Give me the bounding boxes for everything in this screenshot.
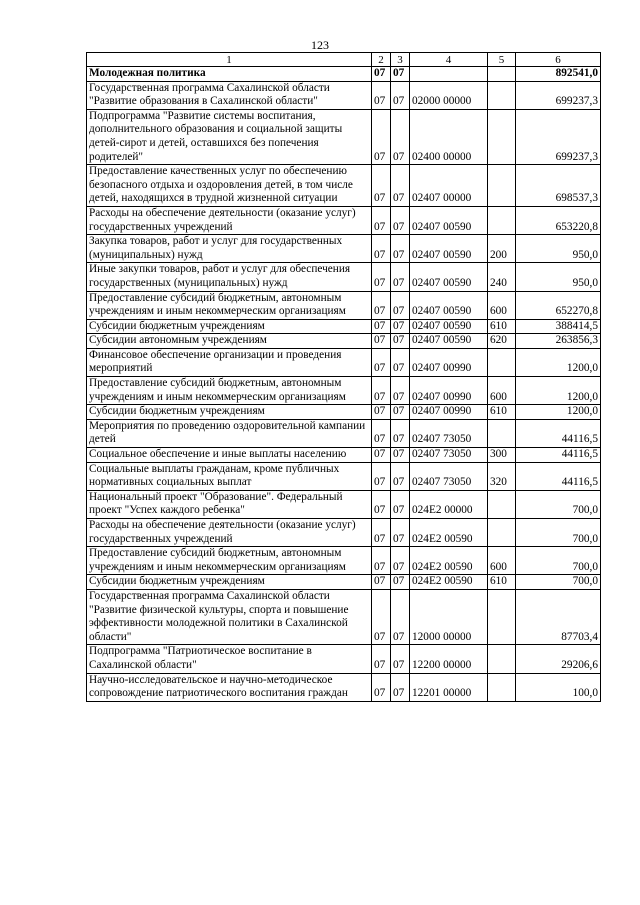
row-target-article: 02407 00590 (410, 263, 488, 291)
header-row (87, 53, 601, 67)
row-section: 07 (372, 645, 391, 673)
row-amount: 652270,8 (516, 291, 601, 319)
row-name: Расходы на обеспечение деятельности (оказание услуг) государственных учреждений (87, 519, 372, 547)
row-subsection: 07 (391, 419, 410, 447)
row-target-article: 024E2 00590 (410, 519, 488, 547)
row-name: Мероприятия по проведению оздоровительной кампании детей (87, 419, 372, 447)
row-subsection: 07 (391, 405, 410, 420)
budget-table (86, 52, 601, 702)
table-row (87, 334, 601, 349)
row-subsection: 07 (391, 81, 410, 109)
table-row (87, 263, 601, 291)
table-row (87, 291, 601, 319)
row-section: 07 (372, 109, 391, 164)
row-subsection: 07 (391, 645, 410, 673)
table-row (87, 319, 601, 334)
table-row (87, 673, 601, 701)
header-target-article: 4 (410, 53, 488, 67)
row-target-article: 02000 00000 (410, 81, 488, 109)
row-name: Субсидии бюджетным учреждениям (87, 405, 372, 420)
row-amount: 699237,3 (516, 109, 601, 164)
row-expense-type: 300 (488, 448, 516, 463)
row-target-article: 12201 00000 (410, 673, 488, 701)
row-name: Субсидии автономным учреждениям (87, 334, 372, 349)
row-subsection: 07 (391, 109, 410, 164)
row-expense-type (488, 67, 516, 82)
header-name: 1 (87, 53, 372, 67)
table-row (87, 377, 601, 405)
row-amount: 44116,5 (516, 462, 601, 490)
row-amount: 44116,5 (516, 448, 601, 463)
row-section: 07 (372, 673, 391, 701)
table-row (87, 448, 601, 463)
row-target-article: 024E2 00590 (410, 575, 488, 590)
page-number: 123 (311, 38, 329, 52)
table-row (87, 348, 601, 376)
row-subsection: 07 (391, 547, 410, 575)
row-section: 07 (372, 206, 391, 234)
row-name: Национальный проект "Образование". Федеральный проект "Успех каждого ребенка" (87, 490, 372, 518)
row-expense-type: 620 (488, 334, 516, 349)
row-section: 07 (372, 405, 391, 420)
row-name: Иные закупки товаров, работ и услуг для обеспечения государственных (муниципальных) нужд (87, 263, 372, 291)
row-name: Государственная программа Сахалинской области "Развитие физической культуры, спорта и повышение эффективности молодежной политики в Сахалинской области" (87, 589, 372, 644)
row-section: 07 (372, 519, 391, 547)
row-expense-type: 610 (488, 405, 516, 420)
row-amount: 87703,4 (516, 589, 601, 644)
row-target-article: 02407 00590 (410, 319, 488, 334)
row-section: 07 (372, 547, 391, 575)
row-target-article: 02407 00000 (410, 165, 488, 207)
row-expense-type (488, 81, 516, 109)
table-body (87, 67, 601, 702)
row-subsection: 07 (391, 67, 410, 82)
row-amount: 100,0 (516, 673, 601, 701)
table-row (87, 67, 601, 82)
row-subsection: 07 (391, 448, 410, 463)
header-subsection: 3 (391, 53, 410, 67)
table-row (87, 109, 601, 164)
table-row (87, 519, 601, 547)
row-target-article: 024E2 00590 (410, 547, 488, 575)
table-row (87, 547, 601, 575)
row-amount: 892541,0 (516, 67, 601, 82)
row-target-article: 02407 00590 (410, 334, 488, 349)
table-row (87, 235, 601, 263)
row-amount: 699237,3 (516, 81, 601, 109)
row-target-article (410, 67, 488, 82)
row-target-article: 02407 00990 (410, 377, 488, 405)
row-name: Предоставление качественных услуг по обеспечению безопасного отдыха и оздоровления детей, в том числе детей, находящихся в трудной жизненной ситуации (87, 165, 372, 207)
row-subsection: 07 (391, 319, 410, 334)
row-expense-type: 320 (488, 462, 516, 490)
row-name: Государственная программа Сахалинской области "Развитие образования в Сахалинской области" (87, 81, 372, 109)
row-expense-type (488, 490, 516, 518)
row-expense-type (488, 645, 516, 673)
table-row (87, 490, 601, 518)
row-section: 07 (372, 419, 391, 447)
row-name: Подпрограмма "Патриотическое воспитание в Сахалинской области" (87, 645, 372, 673)
row-section: 07 (372, 81, 391, 109)
table-row (87, 575, 601, 590)
row-amount: 700,0 (516, 519, 601, 547)
row-amount: 700,0 (516, 490, 601, 518)
table-row (87, 645, 601, 673)
row-name: Молодежная политика (87, 67, 372, 82)
row-name: Подпрограмма "Развитие системы воспитания, дополнительного образования и социальной защиты детей-сирот и детей, оставшихся без попечения родителей" (87, 109, 372, 164)
row-name: Субсидии бюджетным учреждениям (87, 319, 372, 334)
row-expense-type: 200 (488, 235, 516, 263)
row-subsection: 07 (391, 206, 410, 234)
row-expense-type (488, 589, 516, 644)
row-name: Финансовое обеспечение организации и проведения мероприятий (87, 348, 372, 376)
row-expense-type: 610 (488, 319, 516, 334)
header-amount: 6 (516, 53, 601, 67)
table-row (87, 206, 601, 234)
row-subsection: 07 (391, 589, 410, 644)
row-expense-type (488, 673, 516, 701)
row-amount: 700,0 (516, 575, 601, 590)
row-amount: 388414,5 (516, 319, 601, 334)
row-name: Расходы на обеспечение деятельности (оказание услуг) государственных учреждений (87, 206, 372, 234)
row-amount: 950,0 (516, 235, 601, 263)
table-row (87, 419, 601, 447)
row-expense-type: 600 (488, 547, 516, 575)
row-subsection: 07 (391, 263, 410, 291)
row-amount: 653220,8 (516, 206, 601, 234)
row-target-article: 024E2 00000 (410, 490, 488, 518)
row-name: Предоставление субсидий бюджетным, автономным учреждениям и иным некоммерческим организациям (87, 291, 372, 319)
table-row (87, 589, 601, 644)
row-section: 07 (372, 462, 391, 490)
row-name: Субсидии бюджетным учреждениям (87, 575, 372, 590)
row-section: 07 (372, 319, 391, 334)
row-target-article: 02407 73050 (410, 462, 488, 490)
row-section: 07 (372, 67, 391, 82)
row-section: 07 (372, 575, 391, 590)
row-subsection: 07 (391, 575, 410, 590)
row-section: 07 (372, 165, 391, 207)
row-section: 07 (372, 348, 391, 376)
row-section: 07 (372, 263, 391, 291)
row-amount: 698537,3 (516, 165, 601, 207)
row-name: Закупка товаров, работ и услуг для государственных (муниципальных) нужд (87, 235, 372, 263)
row-subsection: 07 (391, 519, 410, 547)
row-expense-type: 240 (488, 263, 516, 291)
row-subsection: 07 (391, 348, 410, 376)
row-subsection: 07 (391, 462, 410, 490)
row-subsection: 07 (391, 165, 410, 207)
header-expense-type: 5 (488, 53, 516, 67)
row-expense-type (488, 519, 516, 547)
row-target-article: 02407 00990 (410, 348, 488, 376)
row-expense-type (488, 348, 516, 376)
row-target-article: 02407 73050 (410, 419, 488, 447)
row-name: Предоставление субсидий бюджетным, автономным учреждениям и иным некоммерческим организациям (87, 377, 372, 405)
row-amount: 700,0 (516, 547, 601, 575)
row-section: 07 (372, 377, 391, 405)
row-amount: 1200,0 (516, 377, 601, 405)
row-name: Социальное обеспечение и иные выплаты населению (87, 448, 372, 463)
row-target-article: 02407 73050 (410, 448, 488, 463)
row-target-article: 12200 00000 (410, 645, 488, 673)
row-expense-type (488, 109, 516, 164)
row-target-article: 02400 00000 (410, 109, 488, 164)
row-subsection: 07 (391, 377, 410, 405)
row-expense-type: 610 (488, 575, 516, 590)
row-amount: 1200,0 (516, 348, 601, 376)
row-section: 07 (372, 490, 391, 518)
row-section: 07 (372, 589, 391, 644)
row-subsection: 07 (391, 235, 410, 263)
row-amount: 44116,5 (516, 419, 601, 447)
row-expense-type: 600 (488, 377, 516, 405)
row-target-article: 02407 00990 (410, 405, 488, 420)
row-section: 07 (372, 235, 391, 263)
row-amount: 950,0 (516, 263, 601, 291)
row-section: 07 (372, 448, 391, 463)
row-name: Социальные выплаты гражданам, кроме публичных нормативных социальных выплат (87, 462, 372, 490)
row-expense-type: 600 (488, 291, 516, 319)
row-name: Предоставление субсидий бюджетным, автономным учреждениям и иным некоммерческим организациям (87, 547, 372, 575)
row-subsection: 07 (391, 673, 410, 701)
row-subsection: 07 (391, 334, 410, 349)
table-row (87, 462, 601, 490)
row-expense-type (488, 419, 516, 447)
row-target-article: 02407 00590 (410, 291, 488, 319)
row-section: 07 (372, 291, 391, 319)
row-target-article: 02407 00590 (410, 235, 488, 263)
row-amount: 29206,6 (516, 645, 601, 673)
header-section: 2 (372, 53, 391, 67)
row-amount: 263856,3 (516, 334, 601, 349)
row-subsection: 07 (391, 490, 410, 518)
row-expense-type (488, 206, 516, 234)
row-expense-type (488, 165, 516, 207)
table-row (87, 405, 601, 420)
table-row (87, 81, 601, 109)
row-subsection: 07 (391, 291, 410, 319)
row-amount: 1200,0 (516, 405, 601, 420)
row-target-article: 02407 00590 (410, 206, 488, 234)
table-row (87, 165, 601, 207)
row-section: 07 (372, 334, 391, 349)
row-target-article: 12000 00000 (410, 589, 488, 644)
row-name: Научно-исследовательское и научно-методическое сопровождение патриотического воспитания граждан (87, 673, 372, 701)
